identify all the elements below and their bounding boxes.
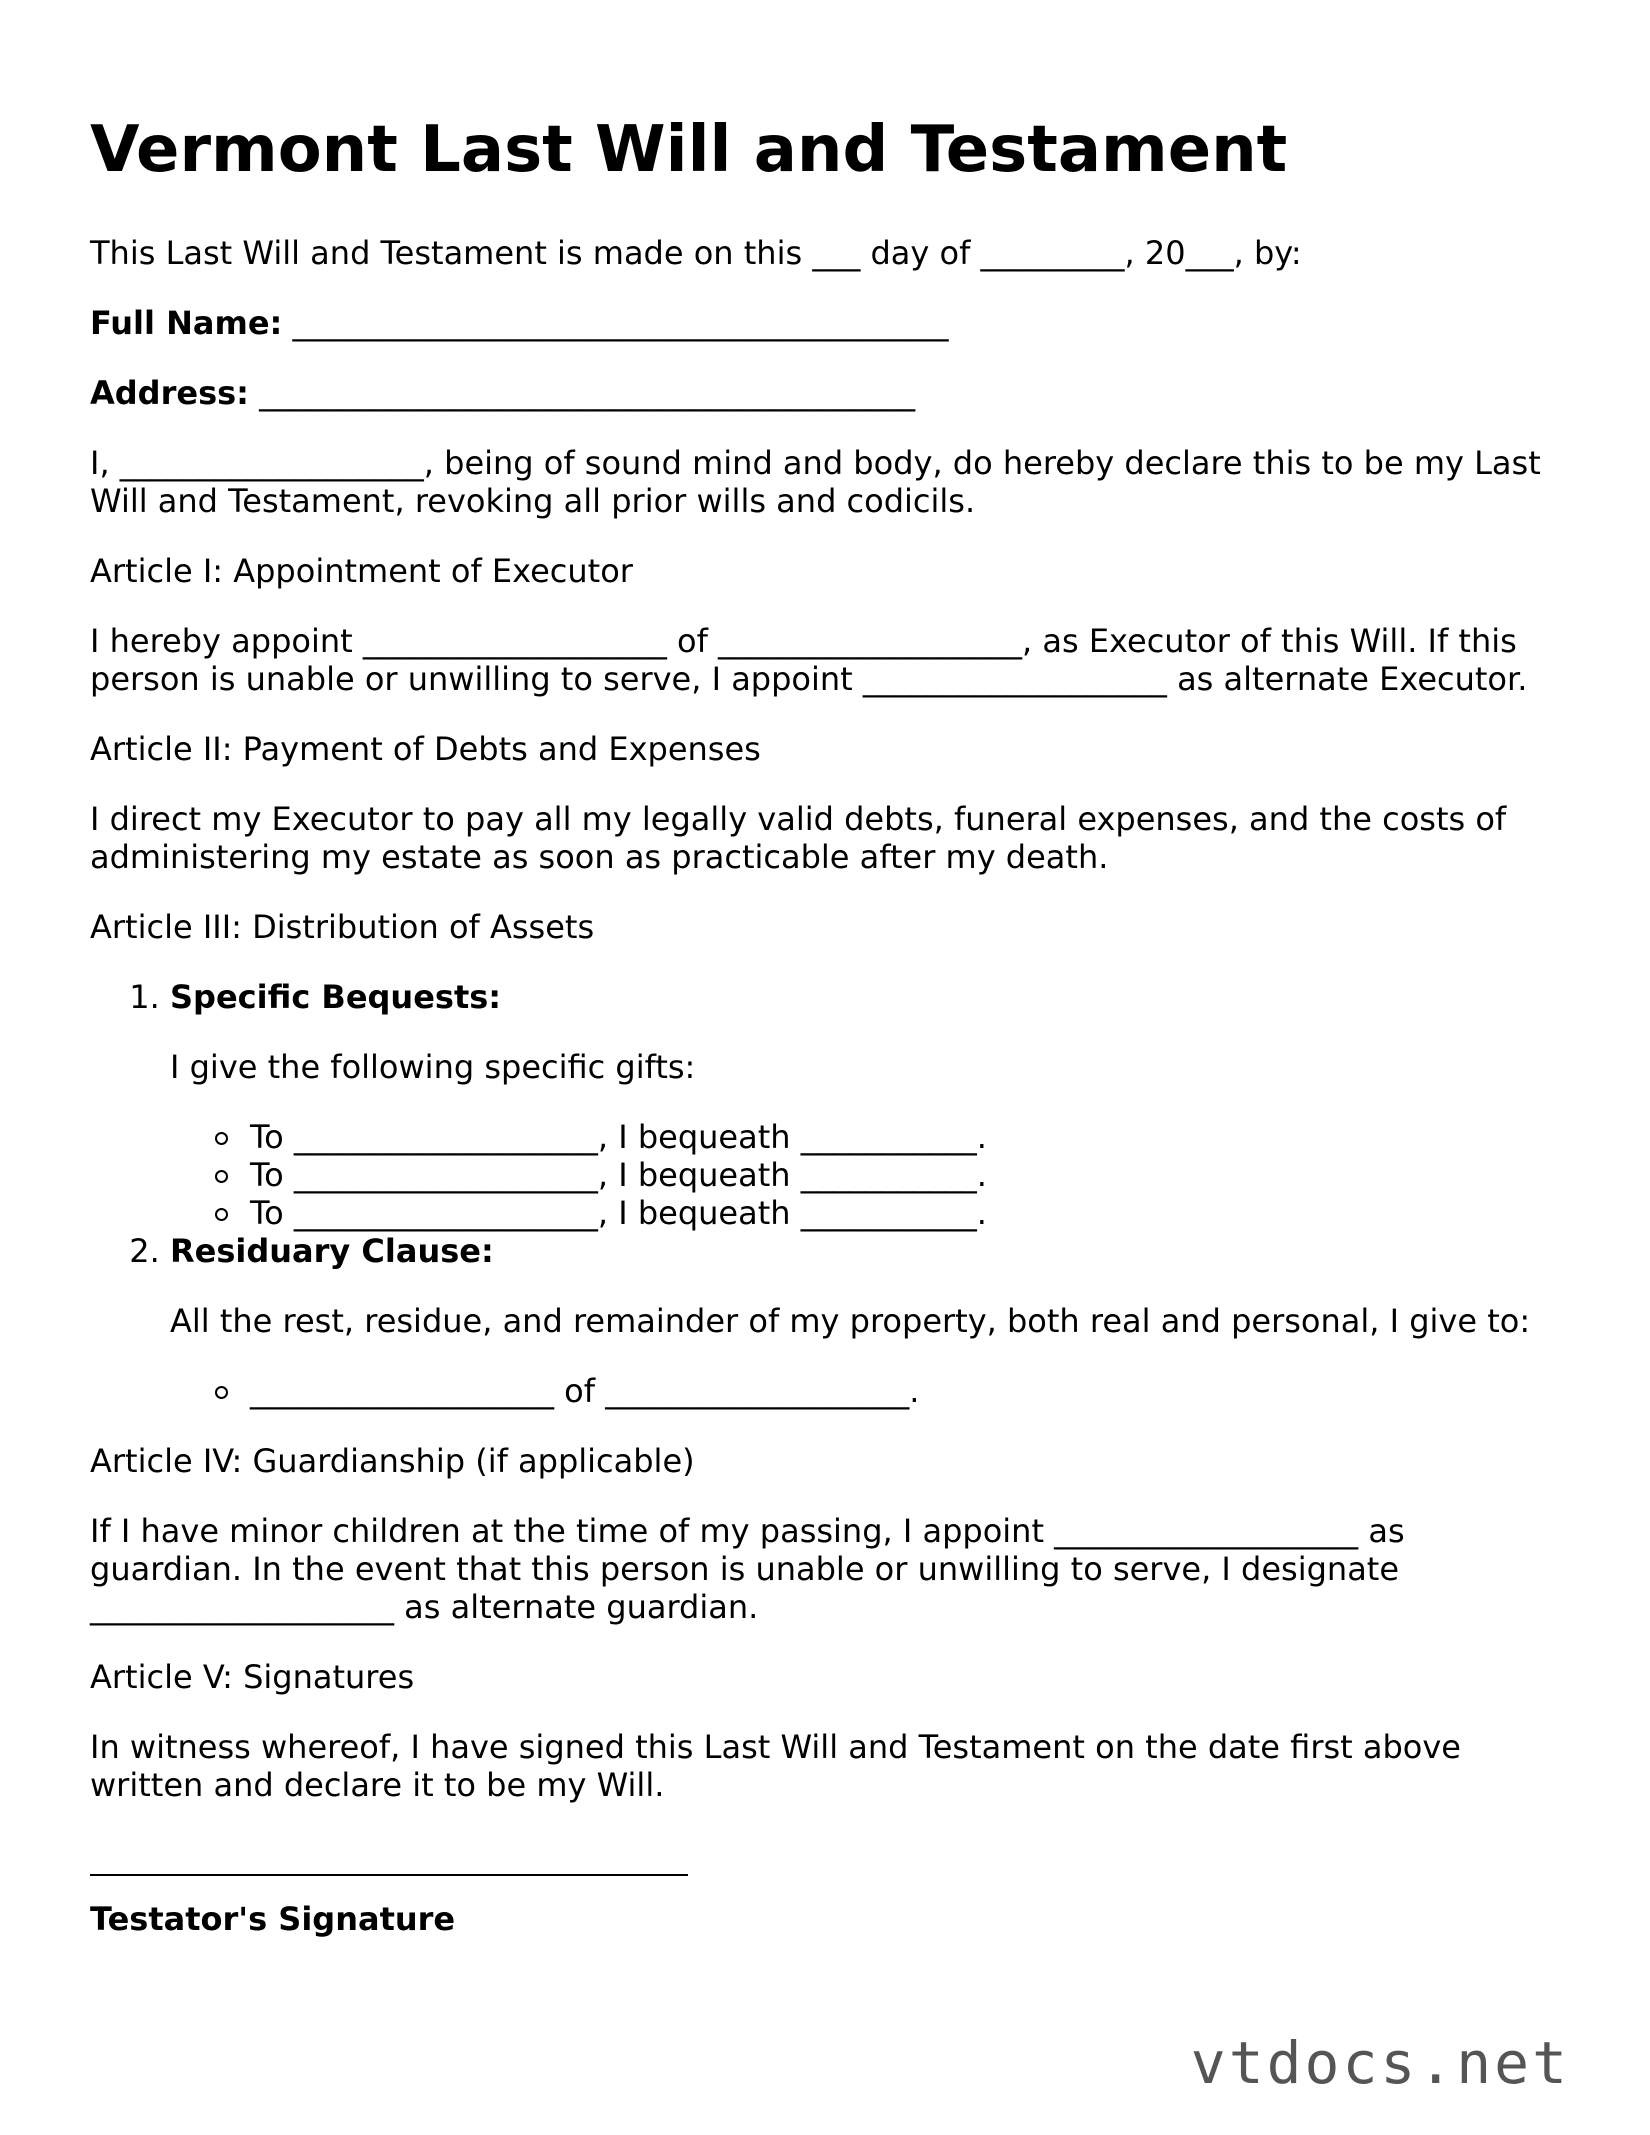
full-name-line: [90, 304, 1560, 342]
residuary-list: [170, 1372, 1590, 1410]
bequest-item: To ___________________, I bequeath ___________.: [170, 1194, 1590, 1232]
full-name-blank[interactable]: _________________________________________: [292, 304, 949, 342]
article-2-heading: Article II: Payment of Debts and Expenses: [90, 730, 761, 768]
article-4-text: If I have minor children at the time of my passing, I appoint ___________________ as guardian. In the event that this person is unable or unwilling to serve, I designate ___________________ as alternate guardian.: [90, 1512, 1405, 1626]
article-1-text: I hereby appoint ___________________ of ___________________, as Executor of this Will. If this person is unable or unwilling to serve, I appoint ___________________ as alternate Executor.: [90, 622, 1528, 698]
full-name-label: Full Name:: [90, 304, 283, 342]
address-label: Address:: [90, 374, 249, 412]
residuary-clause-item: [170, 1232, 1590, 1410]
specific-bequests-item: [170, 978, 1590, 1232]
residuary-clause-text: All the rest, residue, and remainder of my property, both real and personal, I give to:: [170, 1302, 1531, 1340]
article-4-heading: Article IV: Guardianship (if applicable): [90, 1442, 695, 1480]
bequest-item: To ___________________, I bequeath ___________.: [170, 1118, 1590, 1156]
declaration: I, ___________________, being of sound mind and body, do hereby declare this to be my Last Will and Testament, revoking all prior wills and codicils.: [90, 444, 1541, 520]
distribution-list: [90, 978, 1590, 1410]
article-5-heading: Article V: Signatures: [90, 1658, 415, 1696]
specific-bequests-text: I give the following specific gifts:: [170, 1048, 696, 1086]
bequest-list: [170, 1118, 1590, 1232]
signature-label: Testator's Signature: [90, 1900, 456, 1938]
article-2-text: I direct my Executor to pay all my legally valid debts, funeral expenses, and the costs of administering my estate as soon as practicable after my death.: [90, 800, 1507, 876]
document-title: Vermont Last Will and Testament: [90, 113, 1288, 187]
watermark: vtdocs.net: [1190, 2029, 1570, 2097]
intro-line: This Last Will and Testament is made on this ___ day of _________, 20___, by:: [90, 234, 1302, 272]
address-line: [90, 374, 1560, 412]
address-blank[interactable]: _________________________________________: [259, 374, 916, 412]
document: [90, 112, 1590, 1970]
specific-bequests-label: Specific Bequests:: [170, 978, 502, 1016]
signature-line[interactable]: [90, 1874, 688, 1876]
article-5-text: In witness whereof, I have signed this Last Will and Testament on the date first above written and declare it to be my Will.: [90, 1728, 1461, 1804]
article-1-heading: Article I: Appointment of Executor: [90, 552, 633, 590]
bequest-item: To ___________________, I bequeath ___________.: [170, 1156, 1590, 1194]
article-3-heading: Article III: Distribution of Assets: [90, 908, 595, 946]
residuary-clause-label: Residuary Clause:: [170, 1232, 494, 1270]
residuary-beneficiary: ___________________ of ___________________.: [170, 1372, 1590, 1410]
